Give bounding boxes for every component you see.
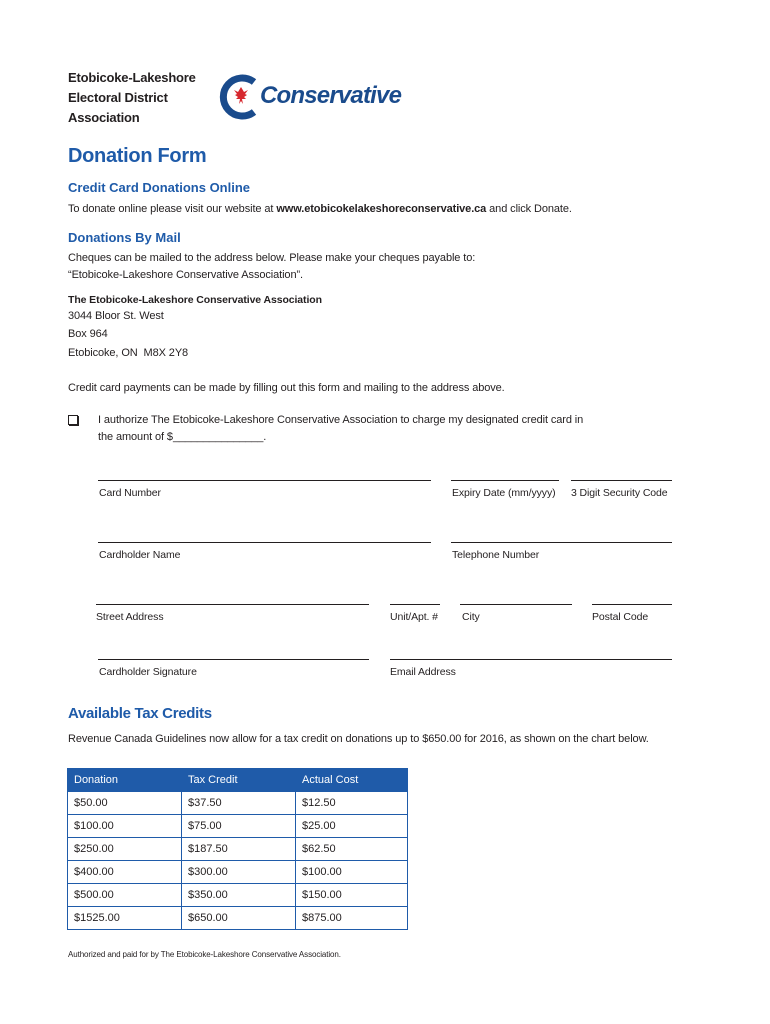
table-header-row xyxy=(68,769,408,792)
association-line-3: Association xyxy=(68,110,140,125)
cell-donation: $1525.00 xyxy=(68,907,182,930)
cell-actual-cost: $25.00 xyxy=(296,815,408,838)
tax-credit-table xyxy=(67,768,408,930)
cell-tax-credit: $350.00 xyxy=(182,884,296,907)
table-row xyxy=(68,815,408,838)
column-header-actual-cost: Actual Cost xyxy=(296,769,408,792)
card-number-label: Card Number xyxy=(99,487,161,499)
association-line-2: Electoral District xyxy=(68,90,168,105)
cell-tax-credit: $300.00 xyxy=(182,861,296,884)
cardholder-name-label: Cardholder Name xyxy=(99,549,181,561)
cell-tax-credit: $37.50 xyxy=(182,792,296,815)
authorize-line-1: I authorize The Etobicoke-Lakeshore Conservative Association to charge my designated credit card in xyxy=(98,414,584,426)
security-code-line[interactable] xyxy=(571,480,672,481)
column-header-tax-credit: Tax Credit xyxy=(182,769,296,792)
cell-donation: $50.00 xyxy=(68,792,182,815)
cell-actual-cost: $62.50 xyxy=(296,838,408,861)
unit-line[interactable] xyxy=(390,604,440,605)
cell-actual-cost: $150.00 xyxy=(296,884,408,907)
authorize-line-2: the amount of $_______________. xyxy=(98,431,267,443)
table-row xyxy=(68,792,408,815)
online-text-after: and click Donate. xyxy=(486,203,572,215)
cell-tax-credit: $187.50 xyxy=(182,838,296,861)
mail-note: Credit card payments can be made by filling out this form and mailing to the address above. xyxy=(68,382,505,394)
email-label: Email Address xyxy=(390,666,456,678)
cell-donation: $500.00 xyxy=(68,884,182,907)
city-label: City xyxy=(462,611,480,623)
cardholder-name-line[interactable] xyxy=(98,542,431,543)
association-line-1: Etobicoke-Lakeshore xyxy=(68,70,196,85)
address-line-2: Box 964 xyxy=(68,328,108,340)
card-number-line[interactable] xyxy=(98,480,431,481)
conservative-logo xyxy=(218,74,402,120)
authorize-checkbox[interactable] xyxy=(68,415,78,425)
email-line[interactable] xyxy=(390,659,672,660)
cell-actual-cost: $875.00 xyxy=(296,907,408,930)
logo-text: Conservative xyxy=(260,82,402,109)
website-link[interactable]: www.etobicokelakeshoreconservative.ca xyxy=(276,203,487,215)
cell-tax-credit: $75.00 xyxy=(182,815,296,838)
table-row xyxy=(68,907,408,930)
org-name: The Etobicoke-Lakeshore Conservative Association xyxy=(68,294,322,306)
telephone-line[interactable] xyxy=(451,542,672,543)
online-text-before: To donate online please visit our website at xyxy=(68,203,277,215)
tax-intro: Revenue Canada Guidelines now allow for a tax credit on donations up to $650.00 for 2016, as shown on the chart below. xyxy=(68,733,649,745)
logo-c-icon xyxy=(218,74,264,120)
footer-note: Authorized and paid for by The Etobicoke-Lakeshore Conservative Association. xyxy=(68,950,341,959)
online-heading: Credit Card Donations Online xyxy=(68,180,251,195)
tax-heading: Available Tax Credits xyxy=(68,705,212,722)
cell-tax-credit: $650.00 xyxy=(182,907,296,930)
column-header-donation: Donation xyxy=(68,769,182,792)
security-code-label: 3 Digit Security Code xyxy=(571,487,668,499)
cell-donation: $250.00 xyxy=(68,838,182,861)
cell-actual-cost: $100.00 xyxy=(296,861,408,884)
unit-label: Unit/Apt. # xyxy=(390,611,438,623)
expiry-label: Expiry Date (mm/yyyy) xyxy=(452,487,556,499)
table-row xyxy=(68,861,408,884)
mail-line-1: Cheques can be mailed to the address below. Please make your cheques payable to: xyxy=(68,252,476,264)
postal-code-label: Postal Code xyxy=(592,611,649,623)
city-line[interactable] xyxy=(460,604,572,605)
address-line-1: 3044 Bloor St. West xyxy=(68,310,164,322)
cell-donation: $400.00 xyxy=(68,861,182,884)
street-address-line[interactable] xyxy=(96,604,369,605)
page-title: Donation Form xyxy=(68,145,207,167)
telephone-label: Telephone Number xyxy=(452,549,540,561)
postal-code-line[interactable] xyxy=(592,604,672,605)
online-text xyxy=(68,203,572,215)
signature-label: Cardholder Signature xyxy=(99,666,197,678)
mail-line-2: “Etobicoke-Lakeshore Conservative Association”. xyxy=(68,269,303,281)
expiry-line[interactable] xyxy=(451,480,559,481)
table-row xyxy=(68,884,408,907)
cell-actual-cost: $12.50 xyxy=(296,792,408,815)
table-row xyxy=(68,838,408,861)
association-name xyxy=(68,68,196,128)
cell-donation: $100.00 xyxy=(68,815,182,838)
signature-line[interactable] xyxy=(98,659,369,660)
street-address-label: Street Address xyxy=(96,611,164,623)
address-line-3: Etobicoke, ON M8X 2Y8 xyxy=(68,347,189,359)
mail-heading: Donations By Mail xyxy=(68,230,181,245)
